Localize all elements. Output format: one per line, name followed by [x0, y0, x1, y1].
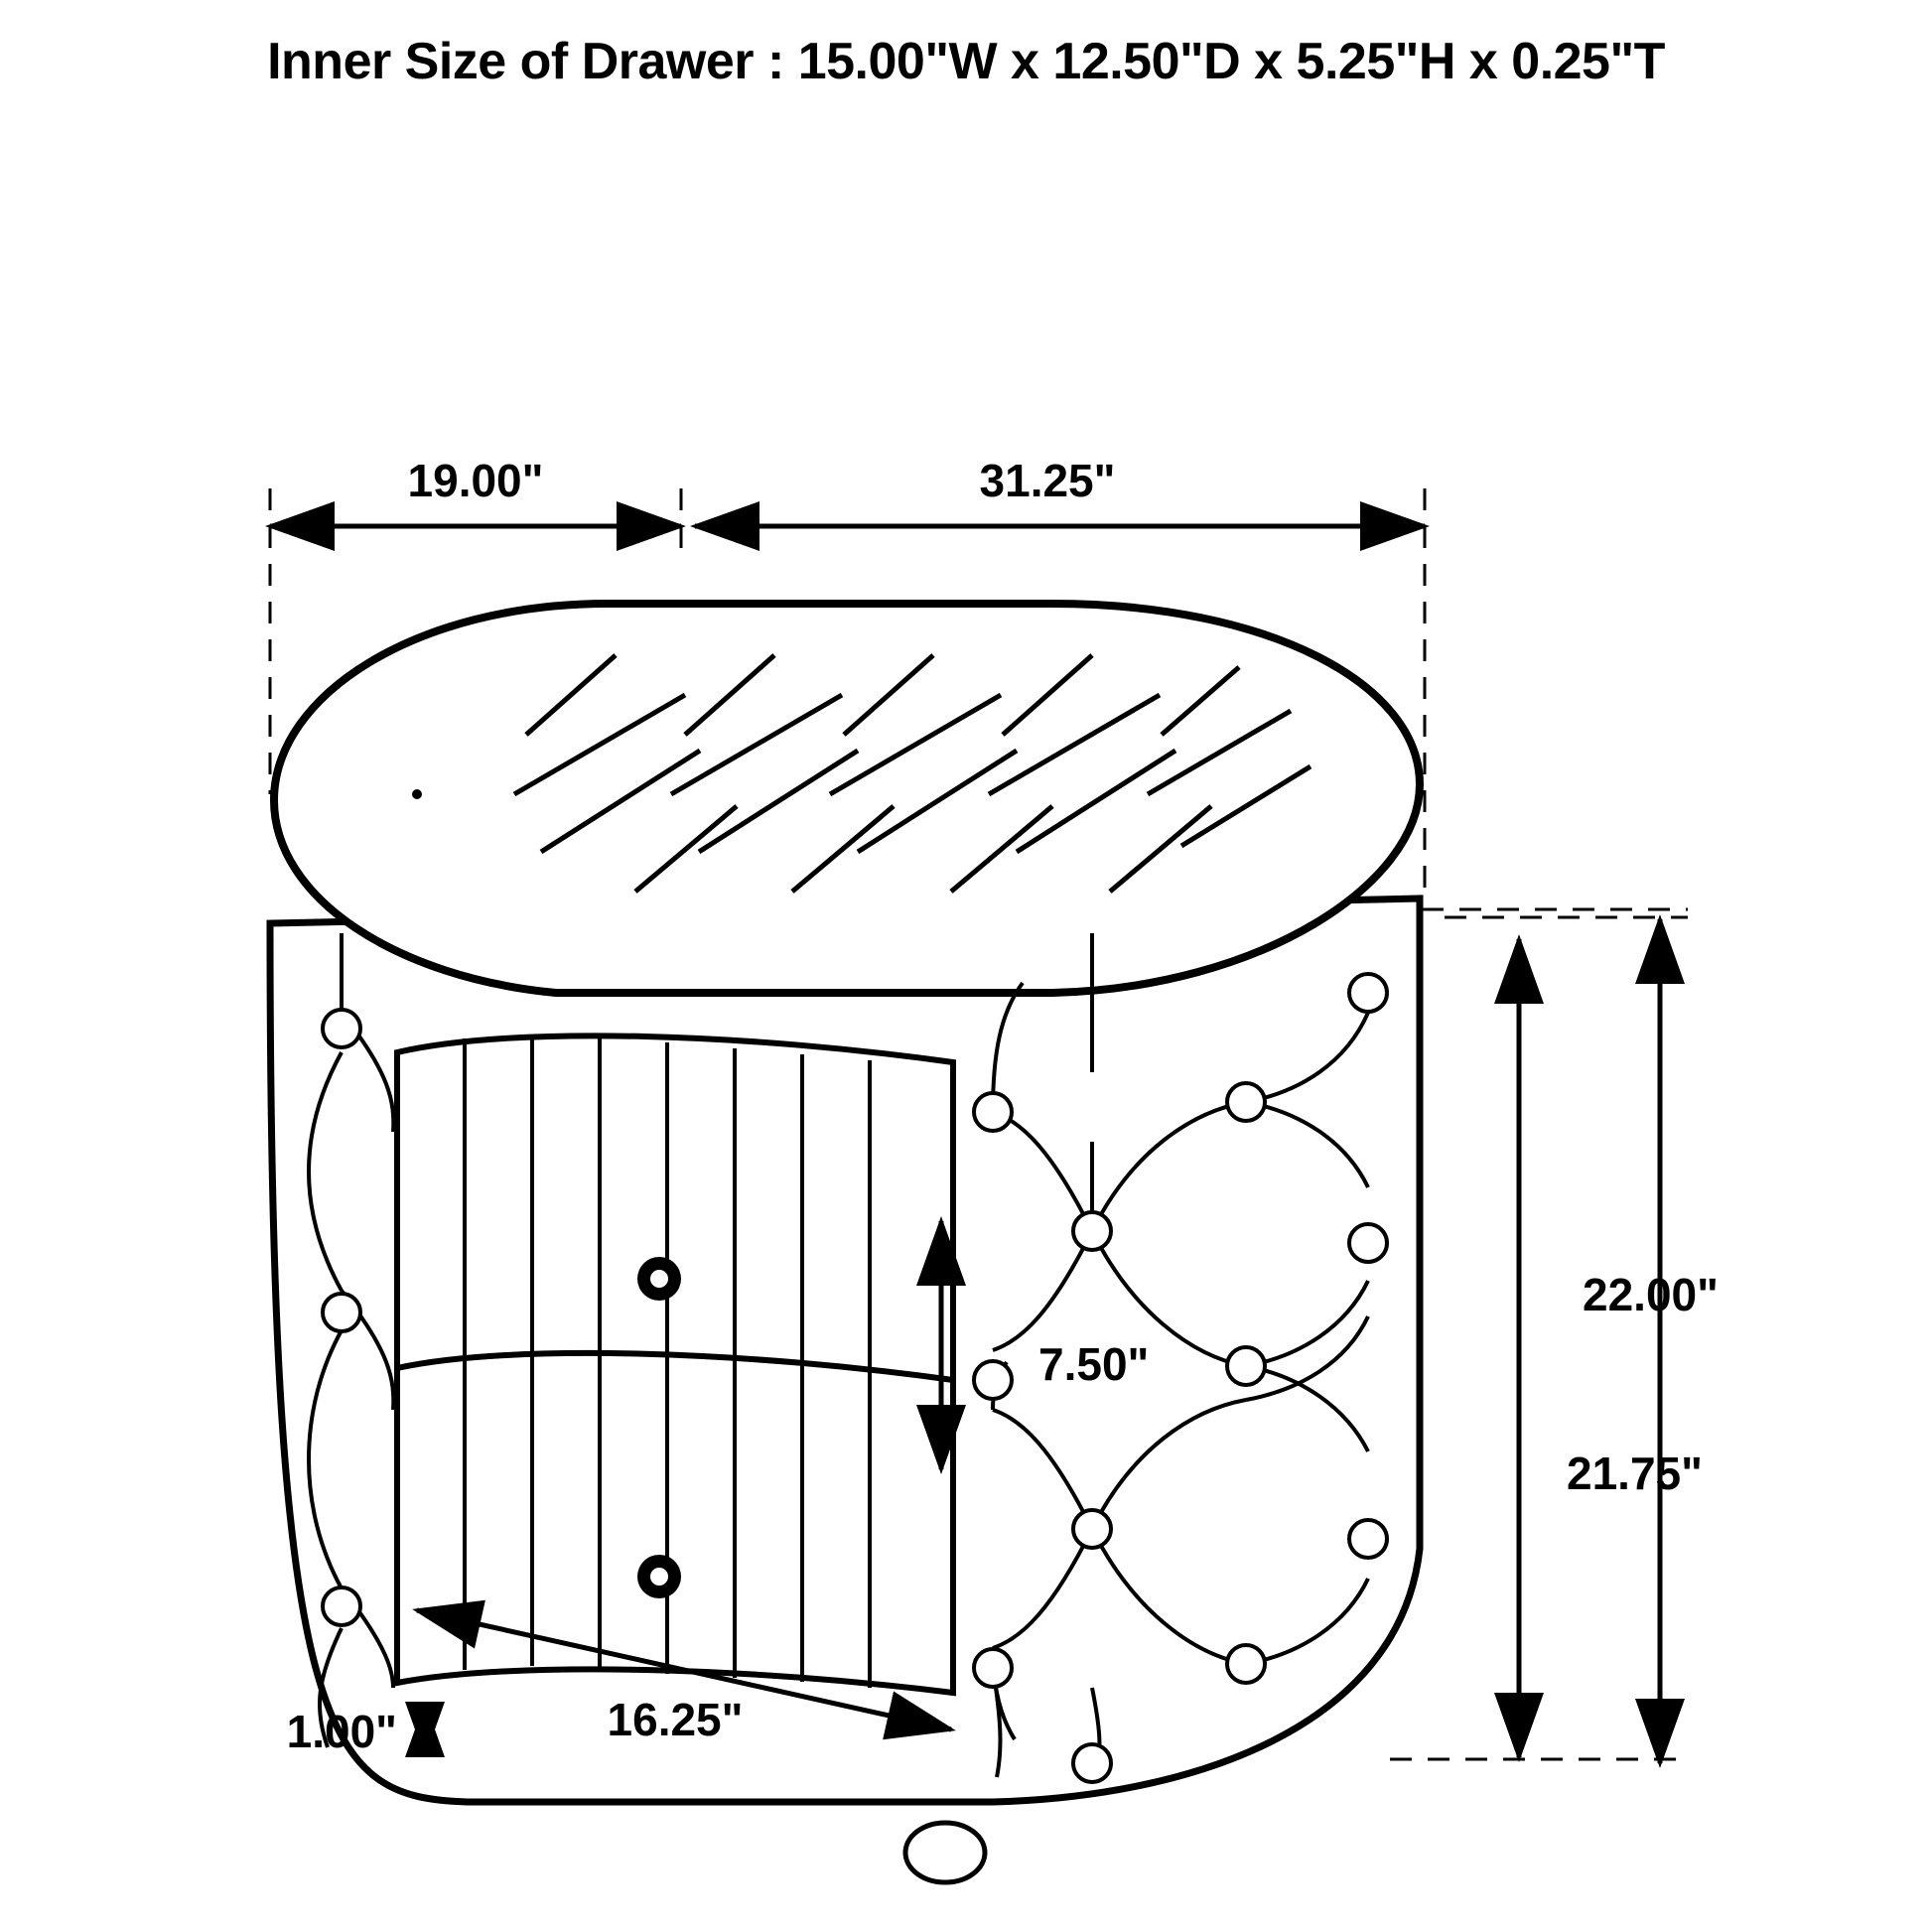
dimension-label-22-00: 22.00"	[1583, 1269, 1719, 1320]
dimension-21-75	[1519, 939, 1703, 1757]
dimension-label-19-00: 19.00"	[407, 455, 544, 506]
dimension-label-1-00: 1.00"	[286, 1706, 397, 1757]
page-title: Inner Size of Drawer : 15.00"W x 12.50"D x 5.25"H x 0.25"T	[267, 33, 1665, 90]
dimension-label-16-25: 16.25"	[607, 1694, 744, 1745]
nightstand-outline	[270, 604, 1420, 1882]
foot-front	[905, 1823, 985, 1882]
dimension-31-25	[695, 455, 1425, 526]
dimension-22-00	[1583, 919, 1719, 1763]
top-surface	[274, 604, 1420, 993]
dimension-label-21-75: 21.75"	[1567, 1448, 1703, 1499]
dimension-label-31-25: 31.25"	[979, 455, 1116, 506]
knob-upper	[637, 1257, 681, 1301]
dimension-label-7-50: 7.50"	[1038, 1338, 1150, 1390]
knob-lower	[637, 1555, 681, 1598]
dimension-19-00	[270, 455, 681, 526]
